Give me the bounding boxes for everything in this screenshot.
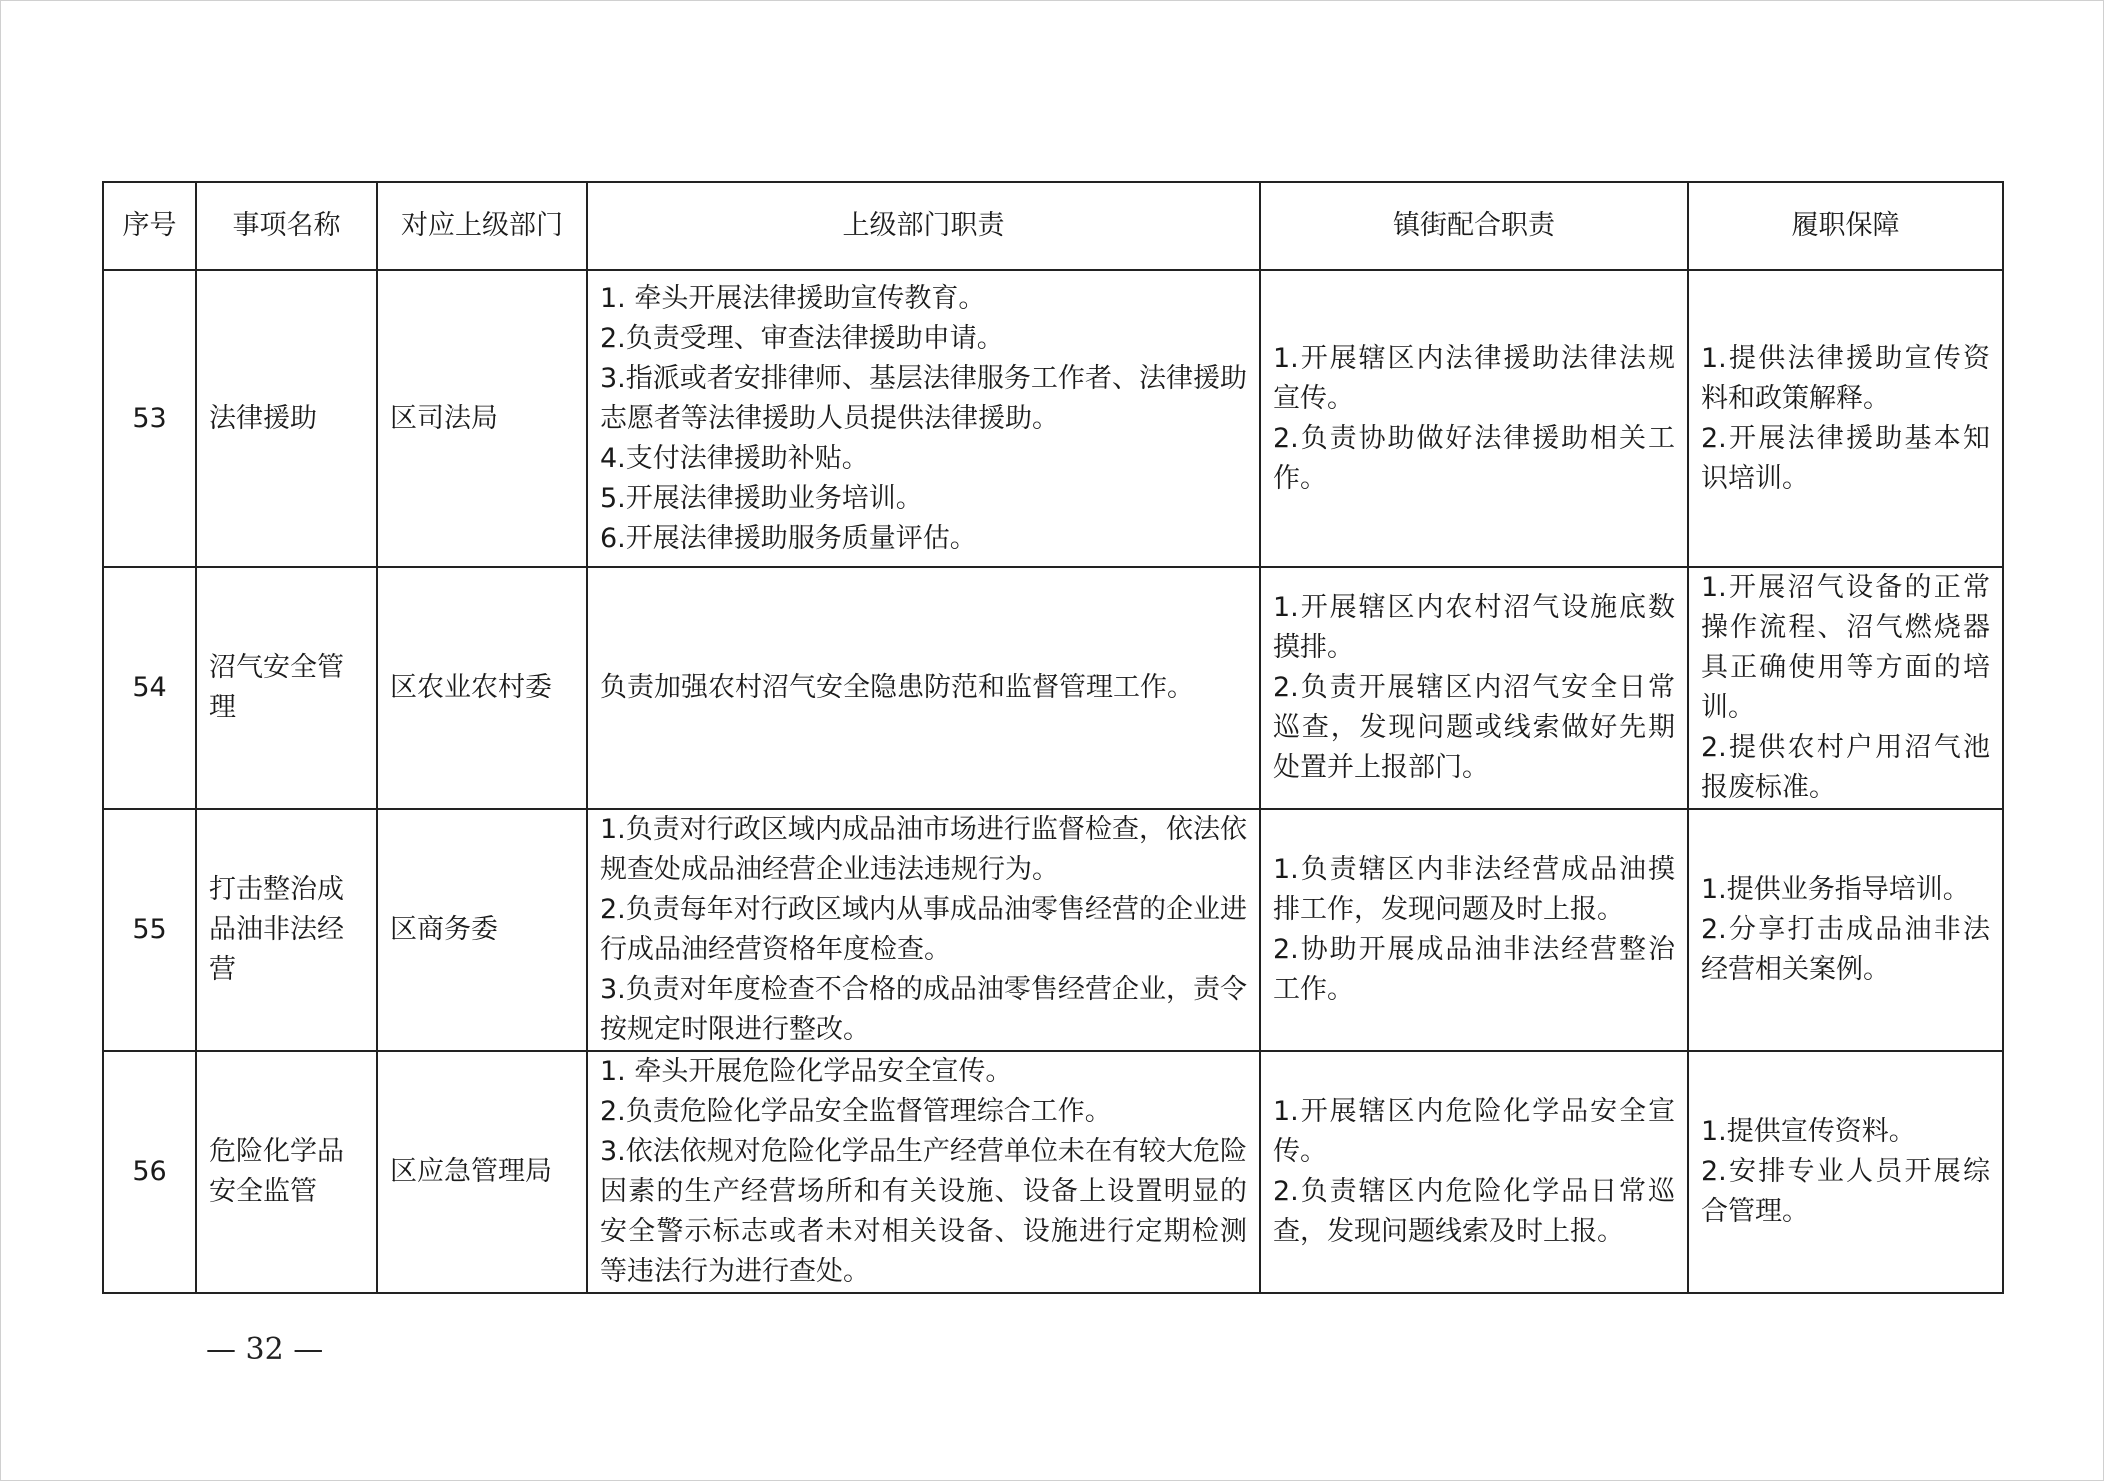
header-cooperation: 镇街配合职责 [1260,182,1688,270]
guarantee-line: 1.提供法律援助宣传资料和政策解释。 [1701,342,1990,414]
header-seq: 序号 [103,182,196,270]
duty-line: 3.指派或者安排律师、基层法律服务工作者、法律援助志愿者等法律援助人员提供法律援助。 [600,362,1247,434]
row-guarantee [1688,1051,2003,1293]
row-name: 打击整治成品油非法经营 [196,809,377,1051]
row-duties [587,270,1260,567]
header-duties: 上级部门职责 [587,182,1260,270]
table-row [103,809,2003,1051]
cooperation-line: 2.协助开展成品油非法经营整治工作。 [1273,934,1675,1005]
row-seq: 56 [103,1051,196,1293]
table-row [103,567,2003,809]
duty-line: 3.负责对年度检查不合格的成品油零售经营企业，责令按规定时限进行整改。 [600,974,1247,1045]
cooperation-line: 2.负责开展辖区内沼气安全日常巡查，发现问题或线索做好先期处置并上报部门。 [1273,672,1675,783]
duty-line: 1. 牵头开展危险化学品安全宣传。 [600,1056,1013,1087]
duty-line: 2.负责每年对行政区域内从事成品油零售经营的企业进行成品油经营资格年度检查。 [600,894,1247,965]
row-dept: 区农业农村委 [377,567,587,809]
row-name: 危险化学品安全监管 [196,1051,377,1293]
duty-line: 1. 牵头开展法律援助宣传教育。 [600,282,986,314]
duty-line: 5.开展法律援助业务培训。 [600,482,923,514]
duty-line: 2.负责危险化学品安全监督管理综合工作。 [600,1096,1112,1127]
row-name: 沼气安全管理 [196,567,377,809]
cooperation-line: 2.负责辖区内危险化学品日常巡查，发现问题线索及时上报。 [1273,1176,1675,1247]
header-guarantee: 履职保障 [1688,182,2003,270]
guarantee-line: 2.开展法律援助基本知识培训。 [1701,422,1990,494]
table-row [103,1051,2003,1293]
cooperation-line: 1.开展辖区内农村沼气设施底数摸排。 [1273,592,1675,663]
guarantee-line: 2.分享打击成品油非法经营相关案例。 [1701,914,1990,985]
guarantee-line: 1.提供业务指导培训。 [1701,874,1970,905]
row-cooperation [1260,809,1688,1051]
row-cooperation [1260,567,1688,809]
row-dept: 区应急管理局 [377,1051,587,1293]
cooperation-line: 1.负责辖区内非法经营成品油摸排工作，发现问题及时上报。 [1273,854,1675,925]
guarantee-line: 1.开展沼气设备的正常操作流程、沼气燃烧器具正确使用等方面的培训。 [1701,572,1990,723]
row-seq: 55 [103,809,196,1051]
guarantee-line: 2.安排专业人员开展综合管理。 [1701,1156,1990,1227]
header-dept: 对应上级部门 [377,182,587,270]
guarantee-line: 1.提供宣传资料。 [1701,1116,1916,1147]
table-row [103,270,2003,567]
duty-line: 4.支付法律援助补贴。 [600,442,869,474]
row-duties [587,809,1260,1051]
row-cooperation [1260,270,1688,567]
table-header-row [103,182,2003,270]
duty-line: 负责加强农村沼气安全隐患防范和监督管理工作。 [600,672,1194,703]
duty-line: 2.负责受理、审查法律援助申请。 [600,322,1004,354]
row-duties [587,567,1260,809]
row-name: 法律援助 [196,270,377,567]
row-guarantee [1688,270,2003,567]
duty-line: 6.开展法律援助服务质量评估。 [600,522,977,554]
row-seq: 54 [103,567,196,809]
row-cooperation [1260,1051,1688,1293]
row-guarantee [1688,567,2003,809]
row-guarantee [1688,809,2003,1051]
row-duties [587,1051,1260,1293]
duty-line: 1.负责对行政区域内成品油市场进行监督检查，依法依规查处成品油经营企业违法违规行为。 [600,814,1247,885]
cooperation-line: 1.开展辖区内危险化学品安全宣传。 [1273,1096,1675,1167]
header-name: 事项名称 [196,182,377,270]
page-number: — 32 — [206,1332,324,1367]
row-dept: 区司法局 [377,270,587,567]
duty-line: 3.依法依规对危险化学品生产经营单位未在有较大危险因素的生产经营场所和有关设施、设备上设置明显的安全警示标志或者未对相关设备、设施进行定期检测等违法行为进行查处。 [600,1136,1247,1287]
row-seq: 53 [103,270,196,567]
cooperation-line: 2.负责协助做好法律援助相关工作。 [1273,422,1675,494]
cooperation-line: 1.开展辖区内法律援助法律法规宣传。 [1273,342,1675,414]
row-dept: 区商务委 [377,809,587,1051]
duty-table [102,181,2004,1294]
guarantee-line: 2.提供农村户用沼气池报废标准。 [1701,732,1990,803]
